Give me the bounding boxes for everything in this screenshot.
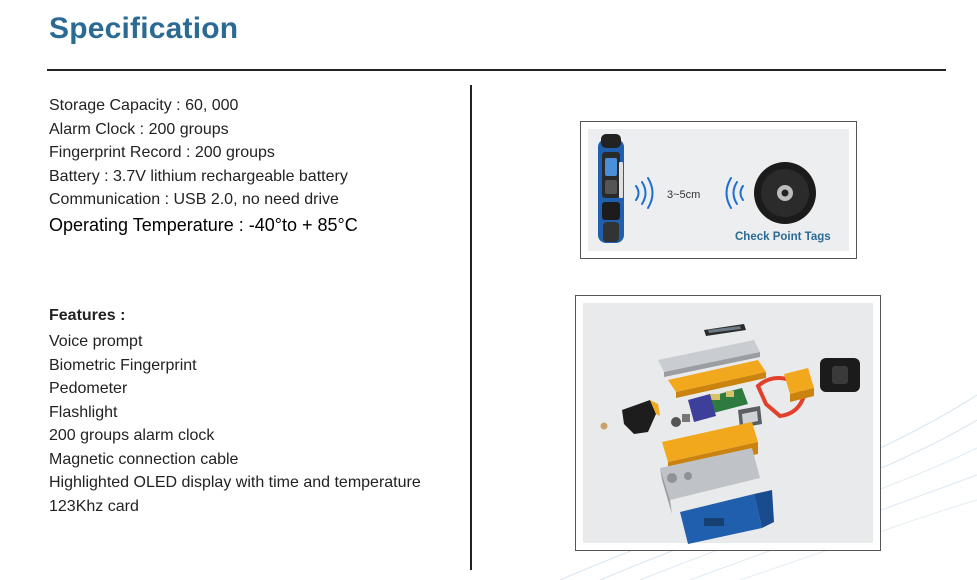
reading-distance-image [580, 121, 857, 259]
distance-label: 3~5cm [667, 189, 701, 201]
signal-waves-icon [636, 178, 653, 208]
feature-item: Biometric Fingerprint [49, 356, 197, 374]
spec-fingerprint-record: Fingerprint Record : 200 groups [49, 144, 275, 161]
connector-part [784, 368, 814, 402]
spec-list [49, 94, 358, 238]
sensor-part [671, 417, 681, 427]
feature-item: 123Khz card [49, 497, 139, 515]
spacer-part [682, 414, 690, 422]
feature-item: 200 groups alarm clock [49, 427, 215, 444]
exploded-device-art [576, 296, 882, 552]
feature-item: Magnetic connection cable [49, 450, 239, 468]
blue-sleeve-part [680, 490, 774, 544]
spec-storage-capacity: Storage Capacity : 60, 000 [49, 97, 239, 114]
oled-display-part [704, 324, 746, 336]
patrol-device-icon [598, 134, 624, 243]
feature-item: Voice prompt [49, 333, 143, 350]
spec-communication: Communication : USB 2.0, no need drive [49, 191, 339, 208]
column-divider [470, 85, 472, 570]
check-point-tag-icon [754, 162, 816, 224]
spec-alarm-clock: Alarm Clock : 200 groups [49, 120, 229, 138]
title-divider [47, 69, 946, 71]
page-title: Specification [49, 12, 239, 45]
spec-operating-temperature: Operating Temperature : -40°to + 85°C [49, 214, 358, 235]
button-cap-part [622, 400, 660, 434]
feature-item: Flashlight [49, 403, 118, 421]
end-cap-part [820, 358, 860, 392]
screw-part [601, 423, 608, 430]
feature-list [49, 330, 421, 518]
exploded-device-image [575, 295, 881, 551]
check-point-tags-label: Check Point Tags [735, 231, 831, 243]
feature-item: Highlighted OLED display with time and temperature [49, 474, 421, 491]
feature-item: Pedometer [49, 380, 128, 397]
signal-waves-icon [727, 178, 744, 208]
spec-battery: Battery : 3.7V lithium rechargeable battery [49, 167, 348, 185]
features-heading: Features : [49, 307, 126, 324]
